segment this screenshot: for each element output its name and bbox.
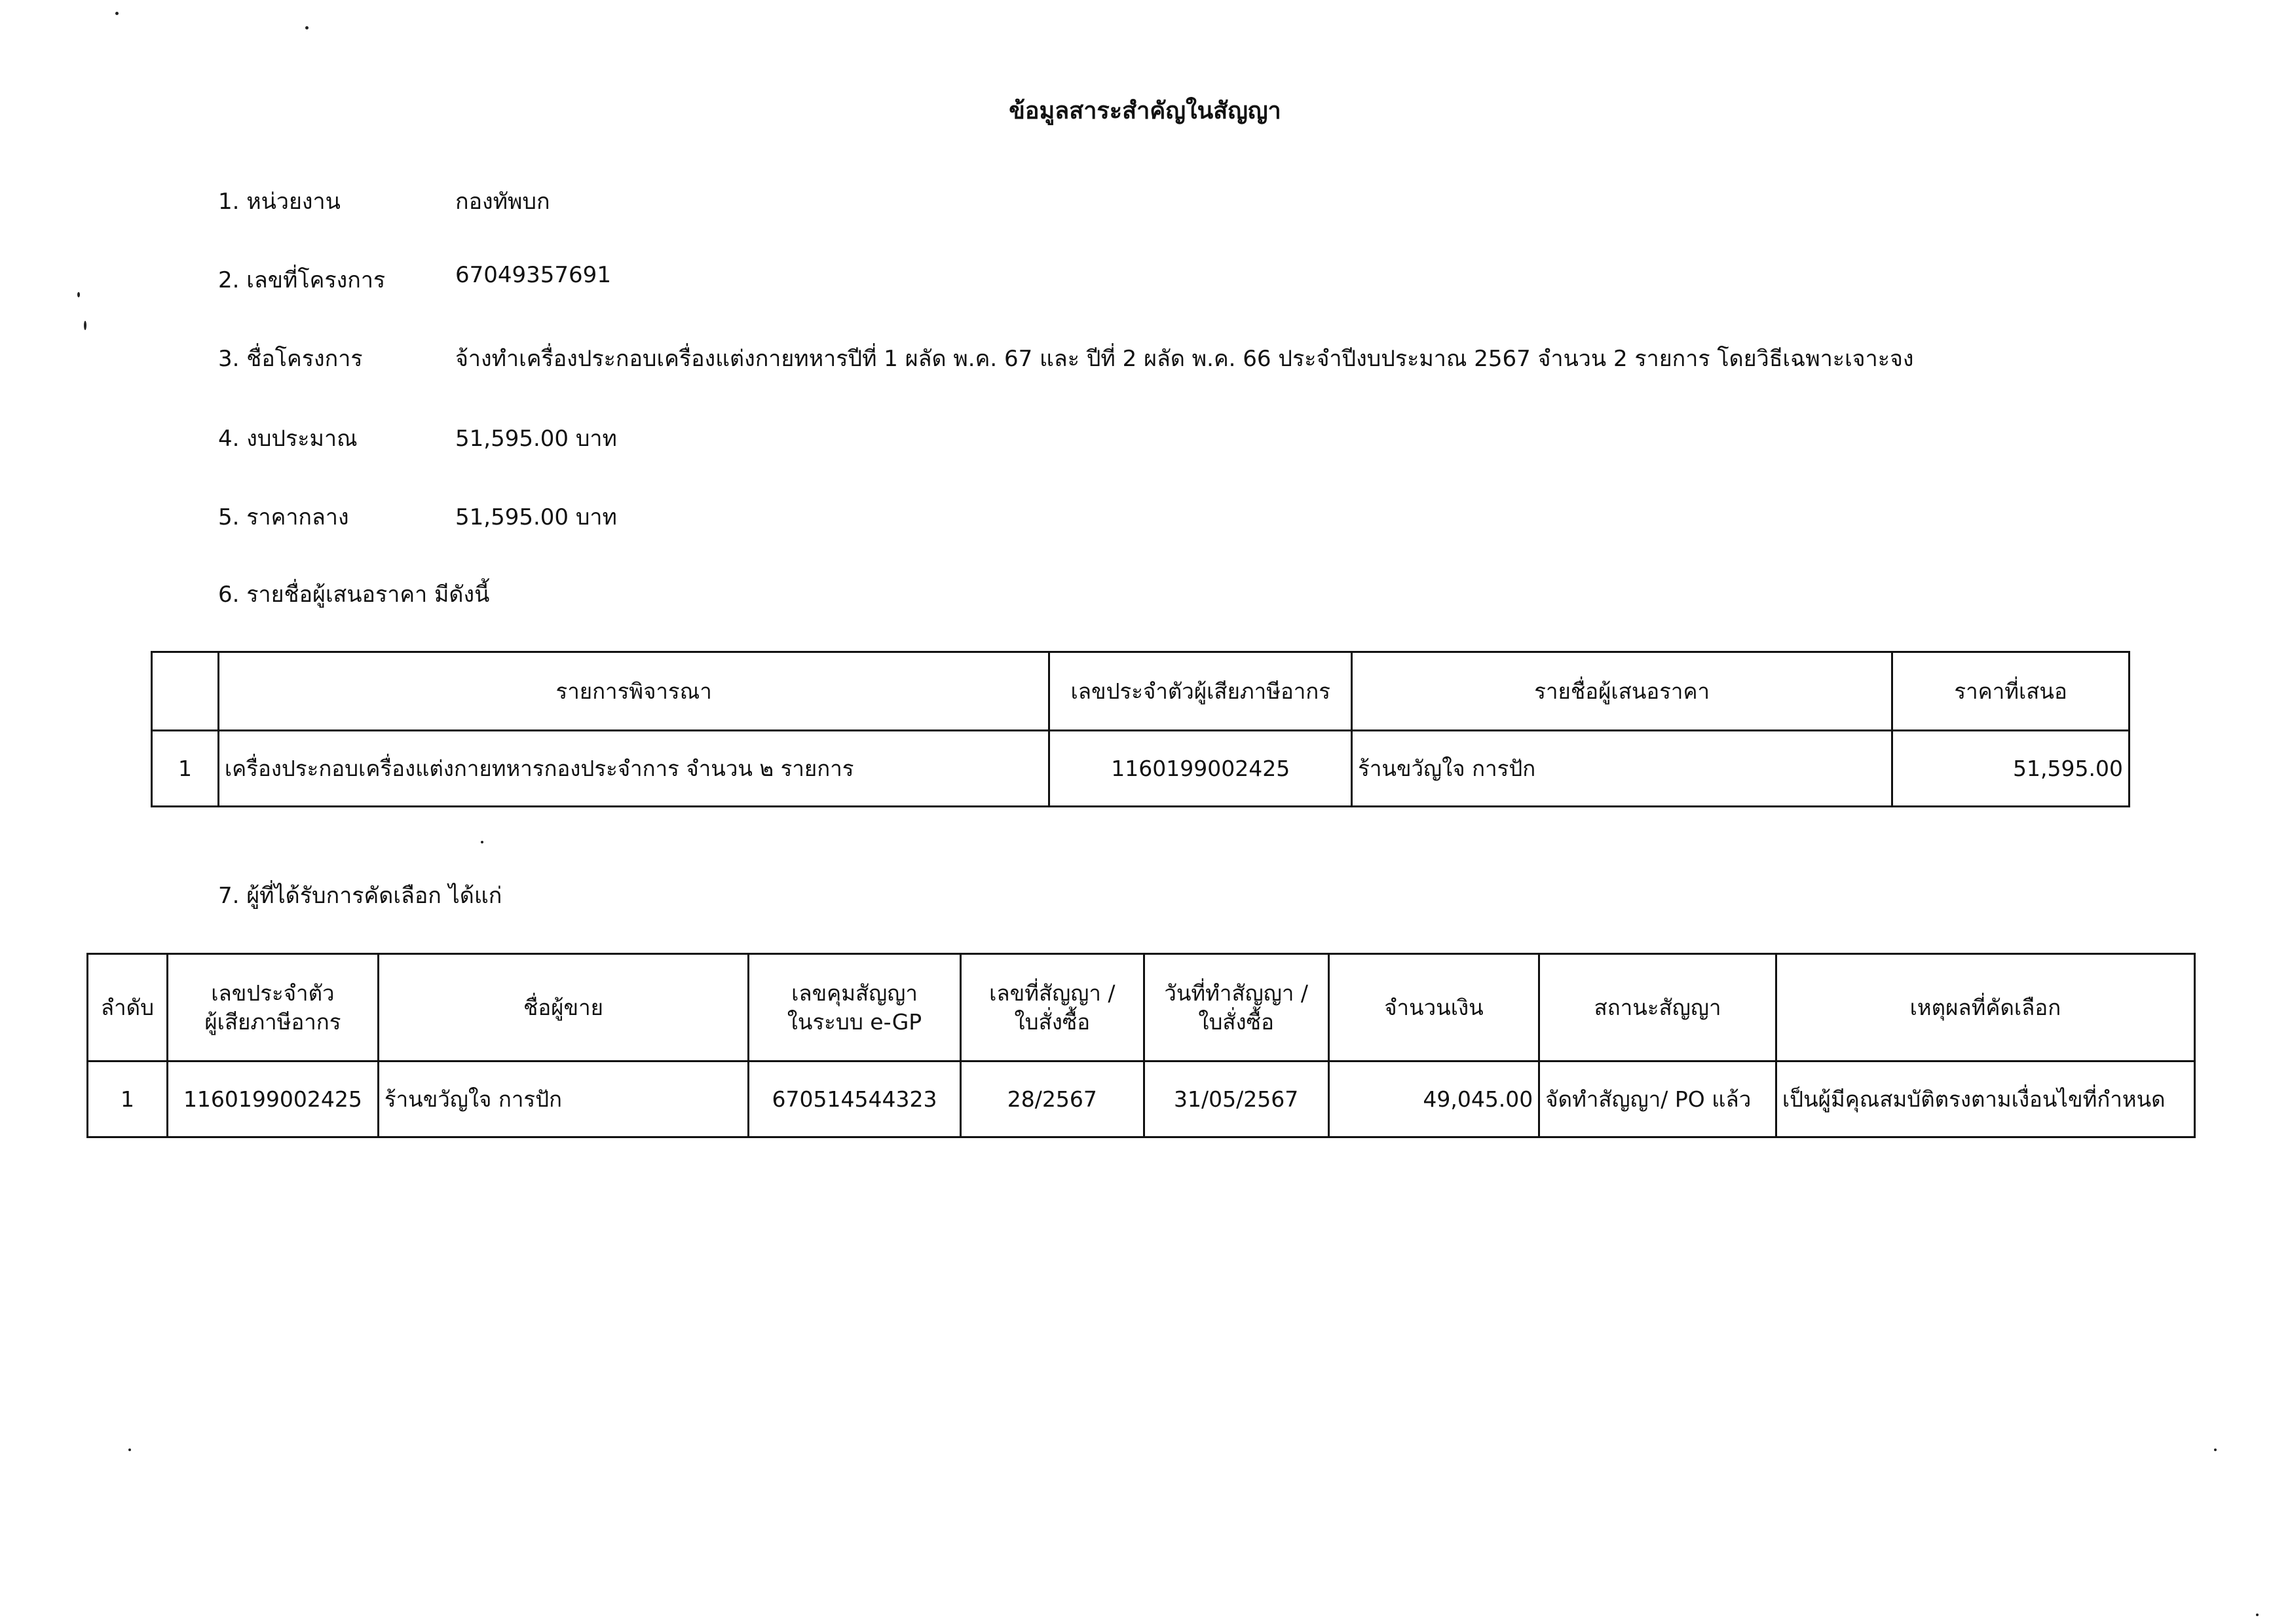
reason-cell: เป็นผู้มีคุณสมบัติตรงตามเงื่อนไขที่กำหนด <box>1776 1061 2194 1137</box>
column-header: ราคาที่เสนอ <box>1892 652 2130 731</box>
row-number: 1 <box>152 731 219 807</box>
column-header: รายชื่อผู้เสนอราคา <box>1352 652 1892 731</box>
table-header-row <box>88 954 2195 1061</box>
table-row <box>152 731 2130 807</box>
row-number: 1 <box>88 1061 168 1137</box>
tax-id-cell: 1160199002425 <box>1049 731 1352 807</box>
document-title: ข้อมูลสาระสำคัญในสัญญา <box>1009 98 1281 124</box>
contract-number-cell: 28/2567 <box>960 1061 1144 1137</box>
bidders-table <box>151 651 2130 807</box>
header-line: ใบสั่งซื้อ <box>1014 1008 1091 1035</box>
field-value: จ้างทำเครื่องประกอบเครื่องแต่งกายทหารปีที่ 1 ผลัด พ.ค. 67 และ ปีที่ 2 ผลัด พ.ค. 66 ประจำปีงบประมาณ 2567 จำนวน 2 รายการ โดยวิธีเฉพาะเจาะจง <box>455 346 1914 372</box>
scan-speck <box>77 292 80 297</box>
column-header: เหตุผลที่คัดเลือก <box>1776 954 2194 1061</box>
header-line: เลขที่สัญญา / <box>989 980 1116 1006</box>
control-number-cell: 670514544323 <box>749 1061 961 1137</box>
price-cell: 51,595.00 <box>1892 731 2130 807</box>
scan-speck <box>84 321 86 330</box>
bidders-heading: 6. รายชื่อผู้เสนอราคา มีดังนี้ <box>218 581 490 608</box>
column-header: จำนวนเงิน <box>1328 954 1539 1061</box>
winners-heading: 7. ผู้ที่ได้รับการคัดเลือก ได้แก่ <box>218 883 502 909</box>
column-header <box>749 954 961 1061</box>
header-line: เลขคุมสัญญา <box>791 980 918 1006</box>
scan-speck <box>128 1449 131 1451</box>
scan-speck <box>305 26 309 29</box>
field-label: 4. งบประมาณ <box>218 426 358 452</box>
column-header <box>167 954 378 1061</box>
column-header: สถานะสัญญา <box>1539 954 1776 1061</box>
scan-speck <box>2214 1449 2217 1451</box>
scan-speck <box>2256 1614 2259 1616</box>
field-label: 2. เลขที่โครงการ <box>218 267 386 293</box>
column-header: รายการพิจารณา <box>218 652 1049 731</box>
field-value: 51,595.00 บาท <box>455 426 617 452</box>
header-line: ผู้เสียภาษีอากร <box>204 1008 341 1035</box>
header-line: ใบสั่งซื้อ <box>1198 1008 1274 1035</box>
column-header: ชื่อผู้ขาย <box>378 954 748 1061</box>
field-value: 51,595.00 บาท <box>455 504 617 530</box>
scan-speck <box>481 841 483 843</box>
field-value: 67049357691 <box>455 262 611 288</box>
field-label: 5. ราคากลาง <box>218 504 349 530</box>
winners-table <box>86 953 2196 1138</box>
seller-cell: ร้านขวัญใจ การปัก <box>378 1061 748 1137</box>
item-cell: เครื่องประกอบเครื่องแต่งกายทหารกองประจำการ จำนวน ๒ รายการ <box>218 731 1049 807</box>
column-header <box>1144 954 1328 1061</box>
column-header <box>960 954 1144 1061</box>
tax-id-cell: 1160199002425 <box>167 1061 378 1137</box>
field-label: 1. หน่วยงาน <box>218 189 341 215</box>
header-line: ในระบบ e-GP <box>787 1008 922 1035</box>
scan-speck <box>115 12 119 15</box>
header-line: เลขประจำตัว <box>211 980 335 1006</box>
contract-date-cell: 31/05/2567 <box>1144 1061 1328 1137</box>
column-header: ลำดับ <box>88 954 168 1061</box>
table-header-row <box>152 652 2130 731</box>
table-row <box>88 1061 2195 1137</box>
bidder-cell: ร้านขวัญใจ การปัก <box>1352 731 1892 807</box>
column-header <box>152 652 219 731</box>
field-label: 3. ชื่อโครงการ <box>218 346 363 372</box>
amount-cell: 49,045.00 <box>1328 1061 1539 1137</box>
header-line: วันที่ทำสัญญา / <box>1164 980 1308 1006</box>
column-header: เลขประจำตัวผู้เสียภาษีอากร <box>1049 652 1352 731</box>
field-value: กองทัพบก <box>455 189 550 215</box>
status-cell: จัดทำสัญญา/ PO แล้ว <box>1539 1061 1776 1137</box>
